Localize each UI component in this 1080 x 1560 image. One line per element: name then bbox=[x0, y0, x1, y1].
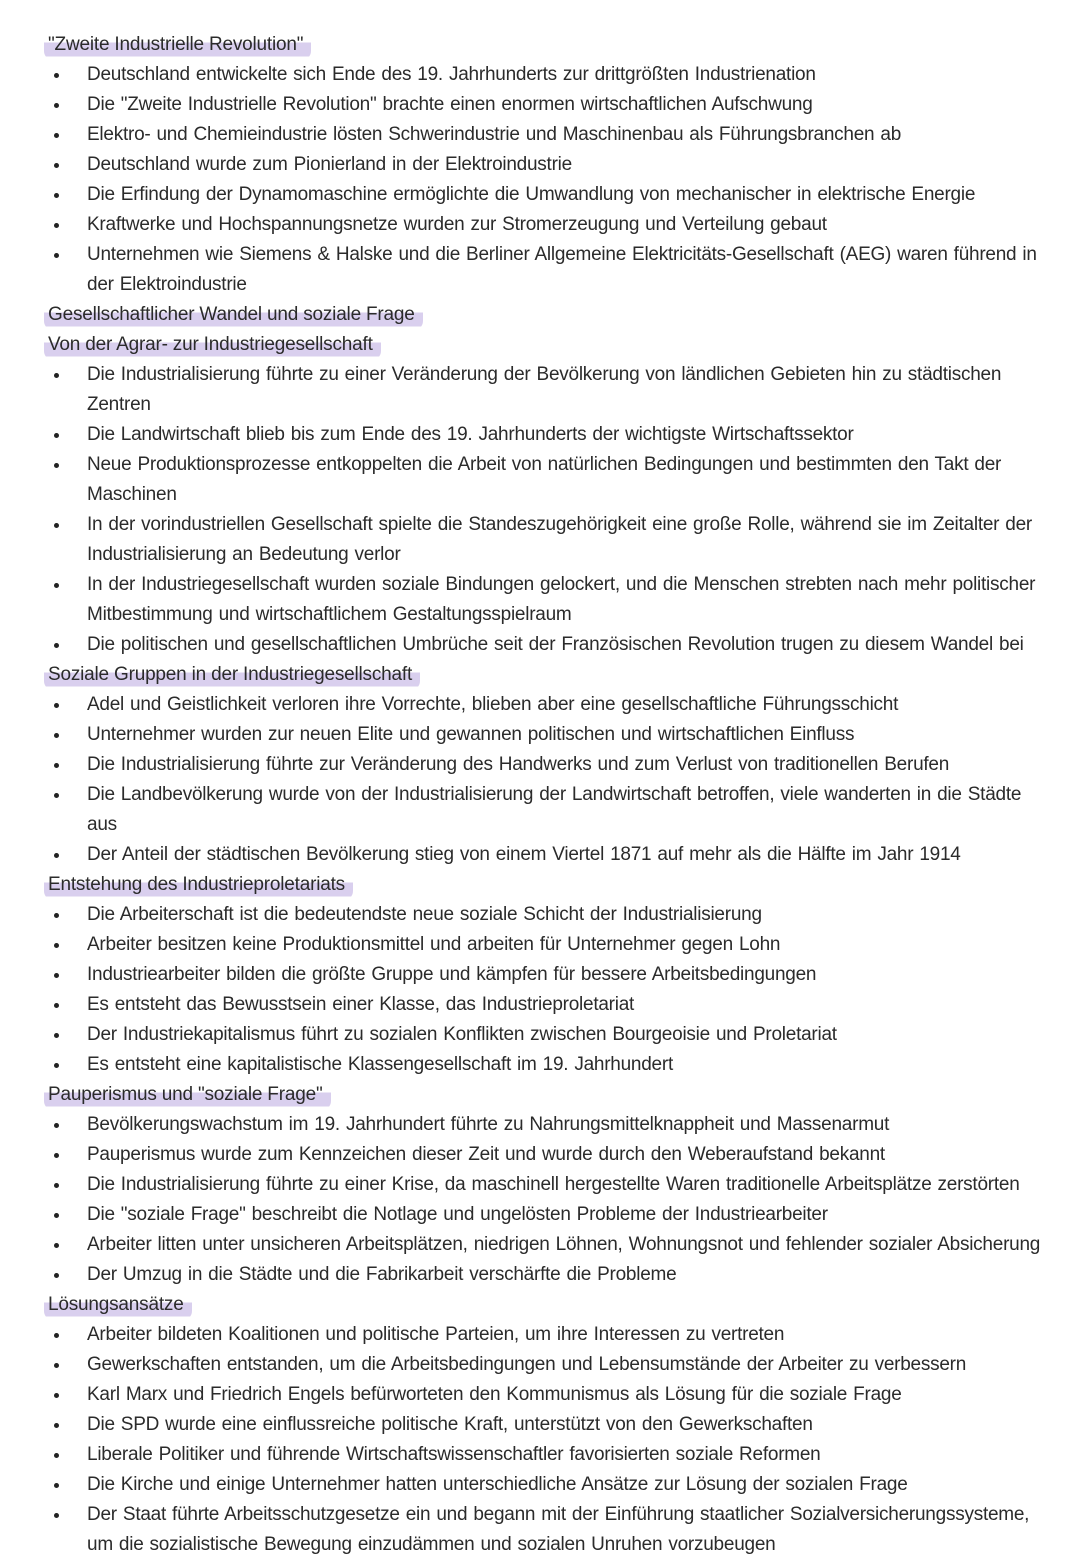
list-item bbox=[44, 1470, 1044, 1500]
list-item bbox=[44, 1350, 1044, 1380]
list-item bbox=[44, 750, 1044, 780]
list-item-text: Kraftwerke und Hochspannungsnetze wurden zur Stromerzeugung und Verteilung gebaut bbox=[87, 214, 827, 235]
list-item-text: Der Umzug in die Städte und die Fabrikarbeit verschärfte die Probleme bbox=[87, 1264, 677, 1285]
bullet-icon bbox=[54, 1003, 59, 1008]
bullet-icon bbox=[54, 73, 59, 78]
bullet-icon bbox=[54, 913, 59, 918]
list-item-text: Die "soziale Frage" beschreibt die Notlage und ungelösten Probleme der Industriearbeiter bbox=[87, 1204, 828, 1225]
list-item-text: Pauperismus wurde zum Kennzeichen dieser Zeit und wurde durch den Weberaufstand bekannt bbox=[87, 1144, 885, 1165]
bullet-icon bbox=[54, 1483, 59, 1488]
list-item-text: Arbeiter besitzen keine Produktionsmittel und arbeiten für Unternehmer gegen Lohn bbox=[87, 934, 781, 955]
list-item-text: Industriearbeiter bilden die größte Gruppe und kämpfen für bessere Arbeitsbedingungen bbox=[87, 964, 817, 985]
list-item-text: Die Industrialisierung führte zu einer Krise, da maschinell hergestellte Waren traditionelle Arbeitsplätze zerstörten bbox=[87, 1174, 1020, 1195]
bullet-list bbox=[44, 900, 1044, 1080]
bullet-icon bbox=[54, 943, 59, 948]
bullet-icon bbox=[54, 1243, 59, 1248]
list-item bbox=[44, 510, 1044, 570]
list-item bbox=[44, 450, 1044, 510]
list-item bbox=[44, 360, 1044, 420]
list-item-text: Gewerkschaften entstanden, um die Arbeitsbedingungen und Lebensumstände der Arbeiter zu verbessern bbox=[87, 1354, 967, 1375]
list-item bbox=[44, 780, 1044, 840]
list-item bbox=[44, 1050, 1044, 1080]
section-heading: Pauperismus und "soziale Frage" bbox=[44, 1080, 331, 1110]
list-item bbox=[44, 1170, 1044, 1200]
bullet-list bbox=[44, 60, 1044, 300]
list-item bbox=[44, 990, 1044, 1020]
section bbox=[44, 870, 1044, 1080]
bullet-icon bbox=[54, 1453, 59, 1458]
bullet-icon bbox=[54, 763, 59, 768]
bullet-icon bbox=[54, 1363, 59, 1368]
list-item-text: Elektro- und Chemieindustrie lösten Schwerindustrie und Maschinenbau als Führungsbranchen ab bbox=[87, 124, 902, 145]
list-item-text: Die Landwirtschaft blieb bis zum Ende des 19. Jahrhunderts der wichtigste Wirtschaftssektor bbox=[87, 424, 854, 445]
list-item-text: In der Industriegesellschaft wurden soziale Bindungen gelockert, und die Menschen strebten nach mehr politischer Mitbestimmung und wirtschaftlichem Gestaltungsspielraum bbox=[87, 574, 1036, 625]
bullet-icon bbox=[54, 1393, 59, 1398]
bullet-icon bbox=[54, 193, 59, 198]
list-item-text: Es entsteht eine kapitalistische Klassengesellschaft im 19. Jahrhundert bbox=[87, 1054, 673, 1075]
list-item-text: Unternehmen wie Siemens & Halske und die Berliner Allgemeine Elektricitäts-Gesellschaft (AEG) waren führend in der Elektroindustrie bbox=[87, 244, 1037, 295]
list-item-text: Die "Zweite Industrielle Revolution" brachte einen enormen wirtschaftlichen Aufschwung bbox=[87, 94, 813, 115]
list-item bbox=[44, 1020, 1044, 1050]
list-item bbox=[44, 1230, 1044, 1260]
bullet-list bbox=[44, 690, 1044, 870]
bullet-icon bbox=[54, 1183, 59, 1188]
list-item-text: Der Anteil der städtischen Bevölkerung stieg von einem Viertel 1871 auf mehr als die Hälfte im Jahr 1914 bbox=[87, 844, 961, 865]
list-item-text: Die Arbeiterschaft ist die bedeutendste neue soziale Schicht der Industrialisierung bbox=[87, 904, 762, 925]
bullet-icon bbox=[54, 433, 59, 438]
bullet-icon bbox=[54, 223, 59, 228]
list-item-text: Es entsteht das Bewusstsein einer Klasse, das Industrieproletariat bbox=[87, 994, 635, 1015]
bullet-icon bbox=[54, 1153, 59, 1158]
list-item-text: Die politischen und gesellschaftlichen Umbrüche seit der Französischen Revolution trugen zu diesem Wandel bei bbox=[87, 634, 1024, 655]
section-heading: Von der Agrar- zur Industriegesellschaft bbox=[44, 330, 381, 360]
bullet-icon bbox=[54, 1423, 59, 1428]
list-item-text: In der vorindustriellen Gesellschaft spielte die Standeszugehörigkeit eine große Rolle, während sie im Zeitalter der Industrialisierung an Bedeutung verlor bbox=[87, 514, 1033, 565]
list-item-text: Deutschland wurde zum Pionierland in der Elektroindustrie bbox=[87, 154, 572, 175]
list-item-text: Liberale Politiker und führende Wirtschaftswissenschaftler favorisierten soziale Reformen bbox=[87, 1444, 821, 1465]
list-item bbox=[44, 900, 1044, 930]
list-item bbox=[44, 1320, 1044, 1350]
list-item bbox=[44, 210, 1044, 240]
bullet-icon bbox=[54, 523, 59, 528]
list-item bbox=[44, 840, 1044, 870]
list-item bbox=[44, 90, 1044, 120]
notes-page bbox=[44, 30, 1044, 1560]
bullet-icon bbox=[54, 583, 59, 588]
list-item-text: Die Landbevölkerung wurde von der Industrialisierung der Landwirtschaft betroffen, viele wanderten in die Städte aus bbox=[87, 784, 1022, 835]
bullet-icon bbox=[54, 1063, 59, 1068]
section-heading: Gesellschaftlicher Wandel und soziale Frage bbox=[44, 300, 423, 330]
list-item-text: Die Industrialisierung führte zur Veränderung des Handwerks und zum Verlust von traditionellen Berufen bbox=[87, 754, 950, 775]
list-item bbox=[44, 960, 1044, 990]
section-heading: Entstehung des Industrieproletariats bbox=[44, 870, 353, 900]
bullet-icon bbox=[54, 853, 59, 858]
list-item-text: Der Staat führte Arbeitsschutzgesetze ein und begann mit der Einführung staatlicher Sozialversicherungssysteme, um die sozialistische Bewegung einzudämmen und sozialen Unruhen vorzubeugen bbox=[87, 1504, 1030, 1555]
list-item bbox=[44, 1440, 1044, 1470]
list-item bbox=[44, 180, 1044, 210]
section bbox=[44, 1080, 1044, 1290]
bullet-icon bbox=[54, 253, 59, 258]
list-item bbox=[44, 150, 1044, 180]
list-item-text: Der Industriekapitalismus führt zu sozialen Konflikten zwischen Bourgeoisie und Proletariat bbox=[87, 1024, 837, 1045]
section bbox=[44, 30, 1044, 300]
list-item-text: Unternehmer wurden zur neuen Elite und gewannen politischen und wirtschaftlichen Einfluss bbox=[87, 724, 855, 745]
bullet-list bbox=[44, 360, 1044, 660]
list-item-text: Karl Marx und Friedrich Engels befürworteten den Kommunismus als Lösung für die soziale Frage bbox=[87, 1384, 902, 1405]
bullet-icon bbox=[54, 733, 59, 738]
bullet-icon bbox=[54, 973, 59, 978]
section bbox=[44, 330, 1044, 660]
list-item bbox=[44, 120, 1044, 150]
bullet-icon bbox=[54, 103, 59, 108]
list-item bbox=[44, 1260, 1044, 1290]
list-item-text: Adel und Geistlichkeit verloren ihre Vorrechte, blieben aber eine gesellschaftliche Führungsschicht bbox=[87, 694, 899, 715]
list-item bbox=[44, 1140, 1044, 1170]
list-item bbox=[44, 930, 1044, 960]
list-item-text: Die Erfindung der Dynamomaschine ermöglichte die Umwandlung von mechanischer in elektrische Energie bbox=[87, 184, 976, 205]
list-item bbox=[44, 1380, 1044, 1410]
list-item bbox=[44, 1410, 1044, 1440]
section-heading: Soziale Gruppen in der Industriegesellschaft bbox=[44, 660, 420, 690]
list-item bbox=[44, 570, 1044, 630]
list-item bbox=[44, 1500, 1044, 1560]
bullet-icon bbox=[54, 133, 59, 138]
list-item-text: Deutschland entwickelte sich Ende des 19. Jahrhunderts zur drittgrößten Industrienation bbox=[87, 64, 816, 85]
bullet-icon bbox=[54, 643, 59, 648]
section bbox=[44, 1290, 1044, 1560]
list-item bbox=[44, 240, 1044, 300]
bullet-icon bbox=[54, 1033, 59, 1038]
section bbox=[44, 300, 1044, 330]
bullet-icon bbox=[54, 1333, 59, 1338]
bullet-list bbox=[44, 1320, 1044, 1560]
bullet-list bbox=[44, 1110, 1044, 1290]
list-item bbox=[44, 690, 1044, 720]
bullet-icon bbox=[54, 1213, 59, 1218]
list-item-text: Arbeiter litten unter unsicheren Arbeitsplätzen, niedrigen Löhnen, Wohnungsnot und fehlender sozialer Absicherung bbox=[87, 1234, 1041, 1255]
section bbox=[44, 660, 1044, 870]
section-heading: Lösungsansätze bbox=[44, 1290, 192, 1320]
list-item bbox=[44, 630, 1044, 660]
list-item bbox=[44, 420, 1044, 450]
bullet-icon bbox=[54, 1513, 59, 1518]
list-item bbox=[44, 60, 1044, 90]
list-item-text: Die SPD wurde eine einflussreiche politische Kraft, unterstützt von den Gewerkschaften bbox=[87, 1414, 813, 1435]
bullet-icon bbox=[54, 163, 59, 168]
list-item-text: Die Kirche und einige Unternehmer hatten unterschiedliche Ansätze zur Lösung der sozialen Frage bbox=[87, 1474, 908, 1495]
list-item bbox=[44, 1110, 1044, 1140]
list-item-text: Neue Produktionsprozesse entkoppelten die Arbeit von natürlichen Bedingungen und bestimmten den Takt der Maschinen bbox=[87, 454, 1002, 505]
bullet-icon bbox=[54, 373, 59, 378]
list-item-text: Arbeiter bildeten Koalitionen und politische Parteien, um ihre Interessen zu vertreten bbox=[87, 1324, 785, 1345]
bullet-icon bbox=[54, 1273, 59, 1278]
bullet-icon bbox=[54, 793, 59, 798]
bullet-icon bbox=[54, 1123, 59, 1128]
list-item bbox=[44, 1200, 1044, 1230]
section-heading: "Zweite Industrielle Revolution" bbox=[44, 30, 311, 60]
bullet-icon bbox=[54, 463, 59, 468]
list-item bbox=[44, 720, 1044, 750]
list-item-text: Bevölkerungswachstum im 19. Jahrhundert führte zu Nahrungsmittelknappheit und Massenarmut bbox=[87, 1114, 890, 1135]
list-item-text: Die Industrialisierung führte zu einer Veränderung der Bevölkerung von ländlichen Gebieten hin zu städtischen Zentren bbox=[87, 364, 1002, 415]
bullet-icon bbox=[54, 703, 59, 708]
